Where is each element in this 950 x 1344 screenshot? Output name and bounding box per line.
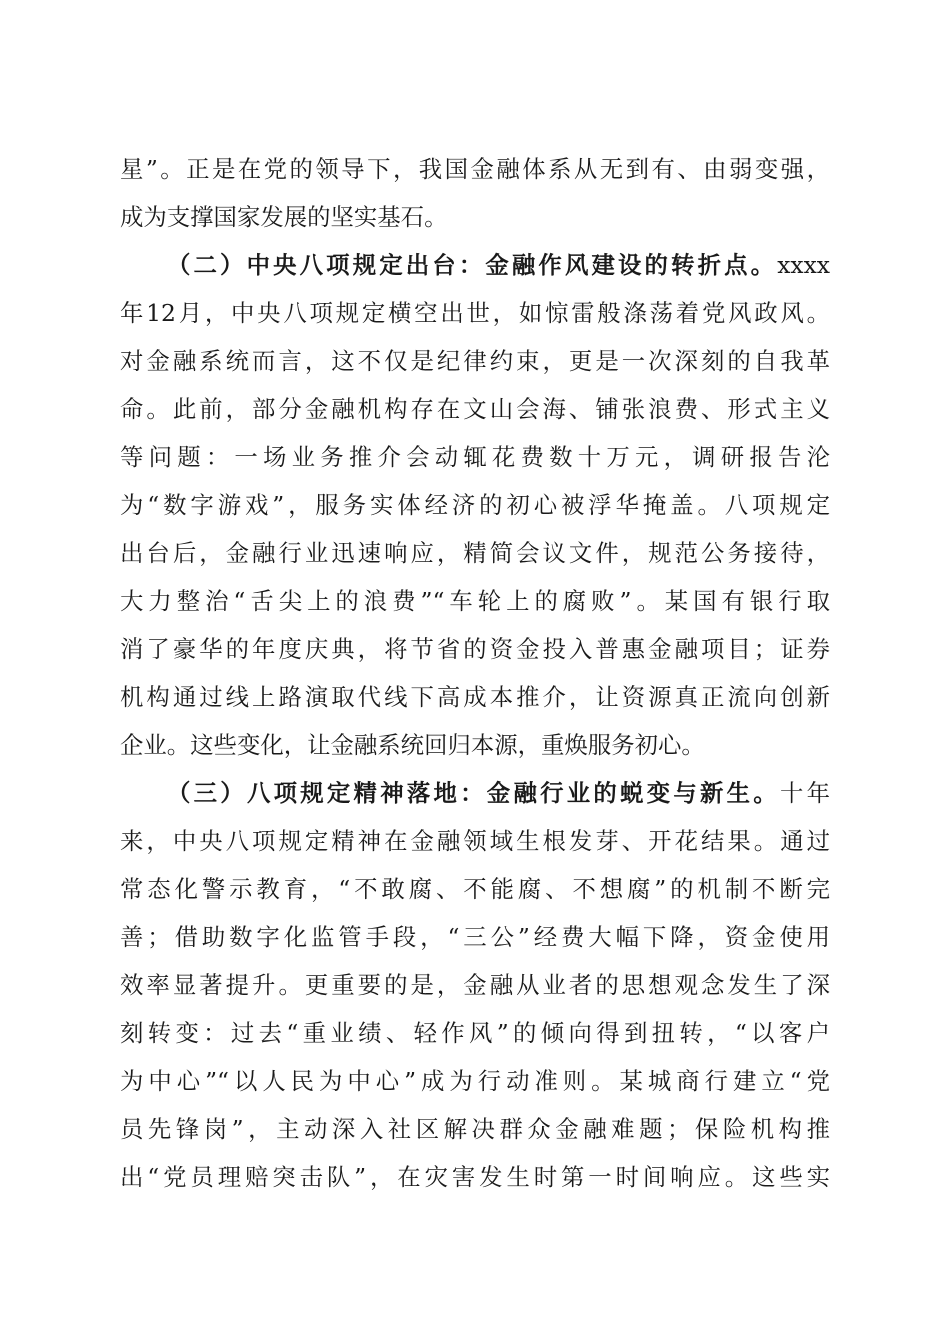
paragraph-2-line: 出台后，金融行业迅速响应，精简会议文件，规范公务接待， <box>120 539 830 567</box>
paragraph-2-line: 机构通过线上路演取代线下高成本推介，让资源真正流向创新 <box>120 683 830 711</box>
paragraph-2-line: 命。此前，部分金融机构存在文山会海、铺张浪费、形式主义 <box>120 395 830 423</box>
paragraph-3-line: 员先锋岗”，主动深入社区解决群众金融难题；保险机构推 <box>120 1115 830 1143</box>
paragraph-3-line: 善；借助数字化监管手段，“三公”经费大幅下降，资金使用 <box>120 923 830 951</box>
section-heading-3: （三）八项规定精神落地：金融行业的蜕变与新生。 <box>167 779 780 807</box>
section-heading-2: （二）中央八项规定出台：金融作风建设的转折点。 <box>167 251 778 279</box>
paragraph-1-line-1: 星”。正是在党的领导下，我国金融体系从无到有、由弱变强， <box>120 155 830 183</box>
paragraph-3-line: 来，中央八项规定精神在金融领域生根发芽、开花结果。通过 <box>120 827 830 855</box>
paragraph-3-line: 效率显著提升。更重要的是，金融从业者的思想观念发生了深 <box>120 971 830 999</box>
paragraph-1-line-2: 成为支撑国家发展的坚实基石。 <box>120 203 448 231</box>
paragraph-3-line: 常态化警示教育，“不敢腐、不能腐、不想腐”的机制不断完 <box>120 875 830 903</box>
paragraph-3-first-line <box>167 769 830 817</box>
paragraph-2-line: 对金融系统而言，这不仅是纪律约束，更是一次深刻的自我革 <box>120 347 830 375</box>
paragraph-3-line: 为中心”“以人民为中心”成为行动准则。某城商行建立“党 <box>120 1067 830 1095</box>
paragraph-2-line: 消了豪华的年度庆典，将节省的资金投入普惠金融项目；证券 <box>120 635 830 663</box>
paragraph-3-line: 出“党员理赔突击队”，在灾害发生时第一时间响应。这些实 <box>120 1163 830 1191</box>
paragraph-2-line: 等问题：一场业务推介会动辄花费数十万元，调研报告沦 <box>120 443 830 471</box>
paragraph-3-first-line-rest: 十年 <box>779 779 831 807</box>
paragraph-2-line: 年12月，中央八项规定横空出世，如惊雷般涤荡着党风政风。 <box>120 299 830 327</box>
paragraph-2-line: 为“数字游戏”，服务实体经济的初心被浮华掩盖。八项规定 <box>120 491 830 519</box>
paragraph-2-line: 企业。这些变化，让金融系统回归本源，重焕服务初心。 <box>120 731 705 759</box>
paragraph-2-first-line-rest: xxxx <box>777 251 830 279</box>
paragraph-3-line: 刻转变：过去“重业绩、轻作风”的倾向得到扭转，“以客户 <box>120 1019 830 1047</box>
paragraph-2-first-line <box>167 241 830 289</box>
paragraph-2-line: 大力整治“舌尖上的浪费”“车轮上的腐败”。某国有银行取 <box>120 587 830 615</box>
